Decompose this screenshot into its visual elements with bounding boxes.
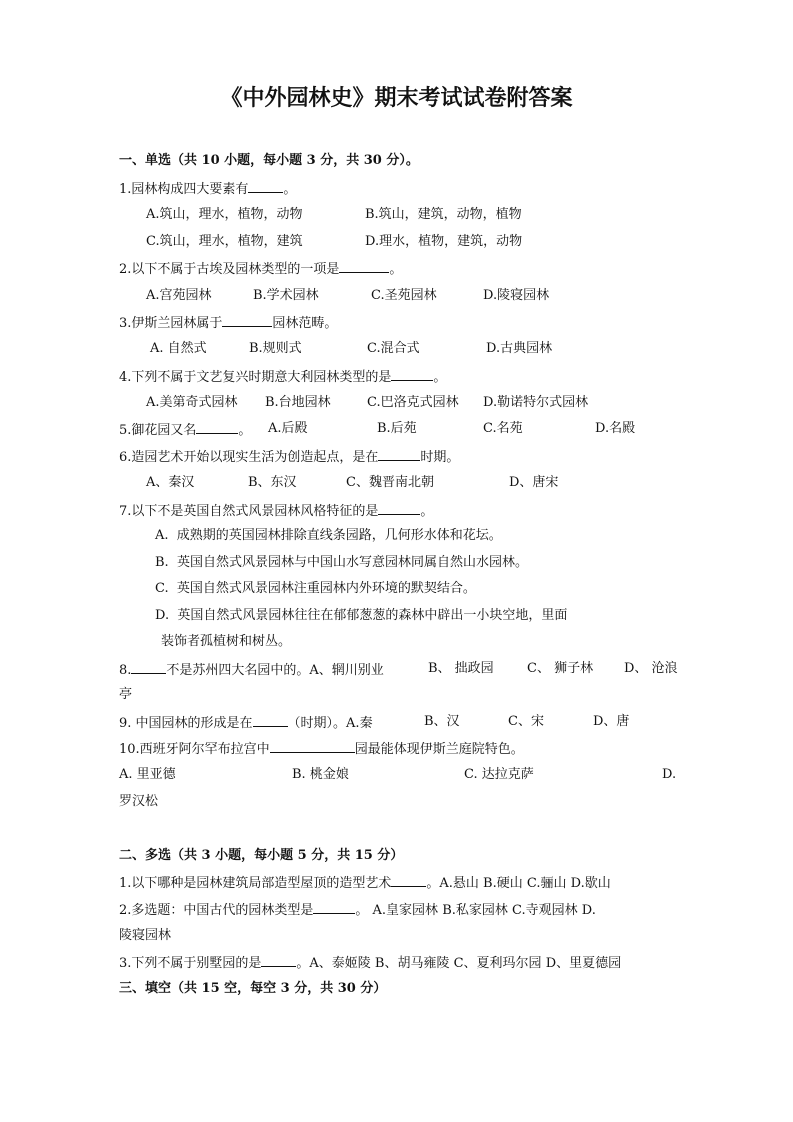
question-2 — [119, 260, 402, 278]
question-end: 园林范畴。 — [272, 316, 338, 331]
question-stem: 6.造园艺术开始以现实生活为创造起点，是在 — [119, 450, 379, 465]
option-d-continuation: 装饰者孤植树和树丛。 — [161, 634, 292, 649]
question-stem: 3.伊斯兰园林属于 — [119, 316, 223, 331]
option-d: D、唐 — [593, 714, 630, 729]
option-d: D、 沧浪 — [624, 661, 678, 676]
question-options: 。A.悬山 B.硬山 C.骊山 D.歇山 — [426, 876, 611, 891]
question-end: 。 — [420, 504, 434, 519]
question-stem: 2.以下不属于古埃及园林类型的一项是 — [119, 262, 340, 277]
answer-blank — [270, 740, 355, 753]
option-c: C、 狮子林 — [527, 661, 594, 676]
option-a: A.筑山，理水，植物，动物 — [146, 207, 303, 222]
option-b: B、汉 — [424, 714, 460, 729]
option-c: C. 达拉克萨 — [464, 767, 534, 782]
question-10 — [119, 740, 524, 758]
option-c: C.名苑 — [483, 421, 523, 436]
question-end: 园最能体现伊斯兰庭院特色。 — [354, 742, 524, 757]
answer-blank — [339, 260, 389, 273]
answer-blank — [261, 954, 296, 967]
option-text: 英国自然式风景园林注重园林内外环境的默契结合。 — [176, 581, 476, 596]
answer-blank — [253, 714, 288, 727]
question-options: 。A、泰姬陵 B、胡马雍陵 C、夏利玛尔园 D、里夏德园 — [296, 956, 622, 971]
option-letter: D. — [155, 608, 170, 623]
question-options: 。 A.皇家园林 B.私家园林 C.寺观园林 D. — [355, 903, 596, 918]
option-letter: C. — [155, 581, 169, 596]
option-a: A.后殿 — [268, 421, 308, 436]
section3-heading: 三、填空（共 15 空，每空 3 分，共 30 分） — [119, 981, 387, 996]
question-stem: 1.园林构成四大要素有 — [119, 182, 249, 197]
question-5 — [119, 421, 251, 439]
option-a: A. 里亚德 — [119, 767, 176, 782]
option-d-continuation: 陵寝园林 — [119, 928, 172, 943]
option-d: D.理水，植物，建筑，动物 — [365, 234, 523, 249]
option-a: A.美第奇式园林 — [146, 395, 238, 410]
question-end: 。 — [389, 262, 403, 277]
question-end: 。 — [433, 370, 447, 385]
multi-question-3 — [119, 954, 621, 972]
question-1 — [119, 180, 296, 198]
question-stem: 2.多选题：中国古代的园林类型是 — [119, 903, 314, 918]
question-end: （时期）。A.秦 — [287, 716, 373, 731]
question-stem: 1.以下哪种是园林建筑局部造型屋顶的造型艺术 — [119, 876, 392, 891]
option-d: D. — [662, 767, 677, 782]
option-letter: A. — [155, 528, 169, 543]
option-b: B.台地园林 — [265, 395, 331, 410]
option-b: B. 桃金娘 — [292, 767, 349, 782]
option-a: A. 自然式 — [150, 341, 207, 356]
question-stem: 3.下列不属于别墅园的是 — [119, 956, 262, 971]
question-4 — [119, 368, 446, 386]
option-c: C.混合式 — [367, 341, 420, 356]
option-text: 成熟期的英国园林排除直线条园路，几何形水体和花坛。 — [176, 528, 502, 543]
option-text: 英国自然式风景园林与中国山水写意园林同属自然山水园林。 — [176, 555, 528, 570]
option-d — [155, 608, 567, 624]
answer-blank — [222, 314, 272, 327]
question-end: 。 — [283, 182, 297, 197]
question-stem: 8. — [119, 663, 132, 678]
option-d: D.古典园林 — [486, 341, 553, 356]
option-d-continuation: 罗汉松 — [119, 794, 159, 809]
section1-heading: 一、单选（共 10 小题，每小题 3 分，共 30 分）。 — [119, 153, 419, 168]
option-c — [155, 581, 476, 597]
answer-blank — [391, 368, 433, 381]
option-b: B.后苑 — [377, 421, 417, 436]
question-end: 时期。 — [420, 450, 460, 465]
option-d: D.名殿 — [595, 421, 636, 436]
question-7 — [119, 502, 433, 520]
answer-blank — [378, 448, 420, 461]
question-stem: 4.下列不属于文艺复兴时期意大利园林类型的是 — [119, 370, 392, 385]
option-b: B.学术园林 — [253, 288, 319, 303]
option-a: A、秦汉 — [146, 475, 195, 490]
option-d: D、唐宋 — [509, 475, 559, 490]
option-d: D.陵寝园林 — [483, 288, 550, 303]
option-c: C.筑山，理水，植物，建筑 — [146, 234, 303, 249]
option-text: 英国自然式风景园林往往在郁郁葱葱的森林中辟出一小块空地，里面 — [177, 608, 568, 623]
option-c: C.圣苑园林 — [371, 288, 437, 303]
option-d: D.勒诺特尔式园林 — [483, 395, 589, 410]
multi-question-1 — [119, 874, 611, 892]
option-d-continuation: 亭 — [119, 687, 133, 702]
option-b: B.筑山，建筑，动物，植物 — [365, 207, 522, 222]
option-c: C、宋 — [508, 714, 544, 729]
section2-heading: 二、多选（共 3 小题，每小题 5 分，共 15 分） — [119, 848, 404, 863]
option-b: B、东汉 — [248, 475, 297, 490]
question-end: 不是苏州四大名园中的。A、辋川别业 — [166, 663, 384, 678]
option-b — [155, 555, 528, 571]
answer-blank — [391, 874, 426, 887]
page-title: 《中外园林史》期末考试试卷附答案 — [220, 85, 573, 111]
question-6 — [119, 448, 459, 466]
option-a — [155, 528, 502, 544]
question-3 — [119, 314, 337, 332]
multi-question-2 — [119, 901, 596, 919]
question-stem: 5.御花园又名 — [119, 423, 197, 438]
option-letter: B. — [155, 555, 169, 570]
option-b: B.规则式 — [249, 341, 302, 356]
question-stem: 10.西班牙阿尔罕布拉宫中 — [119, 742, 270, 757]
question-stem: 9. 中国园林的形成是在 — [119, 716, 253, 731]
option-a: A.宫苑园林 — [146, 288, 212, 303]
answer-blank — [313, 901, 355, 914]
option-c: C、魏晋南北朝 — [346, 475, 434, 490]
question-stem: 7.以下不是英国自然式风景园林风格特征的是 — [119, 504, 379, 519]
answer-blank — [196, 421, 238, 434]
answer-blank — [378, 502, 420, 515]
question-end: 。 — [238, 423, 252, 438]
option-c: C.巴洛克式园林 — [367, 395, 459, 410]
option-b: B、 拙政园 — [428, 661, 494, 676]
answer-blank — [131, 661, 166, 674]
question-8 — [119, 661, 384, 679]
question-9 — [119, 714, 373, 732]
answer-blank — [248, 180, 283, 193]
